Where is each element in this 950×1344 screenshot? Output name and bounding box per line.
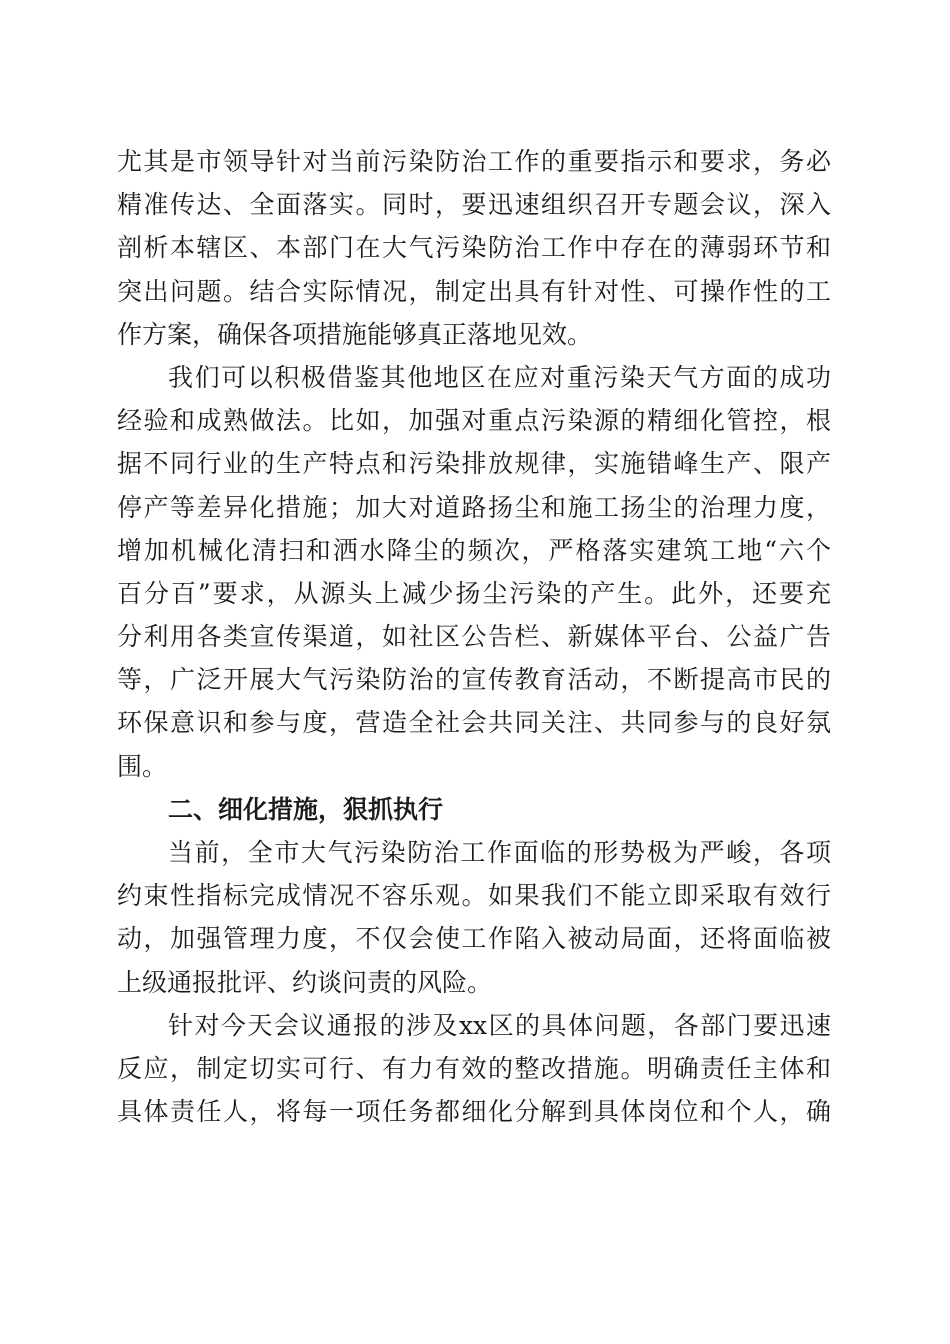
text-line: 据不同行业的生产特点和污染排放规律，实施错峰生产、限产 <box>117 449 831 479</box>
text-line: 动，加强管理力度，不仅会使工作陷入被动局面，还将面临被 <box>117 924 831 954</box>
paragraph-2 <box>117 356 831 788</box>
text-line: 分利用各类宣传渠道，如社区公告栏、新媒体平台、公益广告 <box>117 622 831 652</box>
text-line: 反应，制定切实可行、有力有效的整改措施。明确责任主体和 <box>117 1053 831 1083</box>
paragraph-4 <box>117 1004 831 1134</box>
text-line: 精准传达、全面落实。同时，要迅速组织召开专题会议，深入 <box>117 190 831 220</box>
text-line: 突出问题。结合实际情况，制定出具有针对性、可操作性的工 <box>117 276 831 306</box>
text-line: 环保意识和参与度，营造全社会共同关注、共同参与的良好氛 <box>117 708 831 738</box>
section-heading: 二、细化措施，狠抓执行 <box>168 794 444 824</box>
text-line: 停产等差异化措施；加大对道路扬尘和施工扬尘的治理力度， <box>117 492 831 522</box>
text-line: 作方案，确保各项措施能够真正落地见效。 <box>117 319 593 349</box>
text-line: 增加机械化清扫和洒水降尘的频次，严格落实建筑工地“六个 <box>117 535 831 565</box>
text-line: 当前，全市大气污染防治工作面临的形势极为严峻，各项 <box>168 838 831 867</box>
text-line: 约束性指标完成情况不容乐观。如果我们不能立即采取有效行 <box>117 881 831 911</box>
paragraph-3 <box>117 831 831 1004</box>
text-line: 上级通报批评、约谈问责的风险。 <box>117 967 493 997</box>
paragraph-1 <box>117 140 831 356</box>
text-line: 经验和成熟做法。比如，加强对重点污染源的精细化管控，根 <box>117 406 831 436</box>
text-line: 围。 <box>117 751 168 781</box>
text-line: 我们可以积极借鉴其他地区在应对重污染天气方面的成功 <box>168 362 831 392</box>
document-page <box>117 140 831 1133</box>
text-line: 尤其是市领导针对当前污染防治工作的重要指示和要求，务必 <box>117 147 831 176</box>
text-line: 等，广泛开展大气污染防治的宣传教育活动，不断提高市民的 <box>117 665 831 695</box>
text-line: 百分百”要求，从源头上减少扬尘污染的产生。此外，还要充 <box>117 578 831 608</box>
text-line: 剖析本辖区、本部门在大气污染防治工作中存在的薄弱环节和 <box>117 233 831 263</box>
text-line: 针对今天会议通报的涉及xx区的具体问题，各部门要迅速 <box>168 1010 831 1040</box>
text-line: 具体责任人，将每一项任务都细化分解到具体岗位和个人，确 <box>117 1097 831 1127</box>
